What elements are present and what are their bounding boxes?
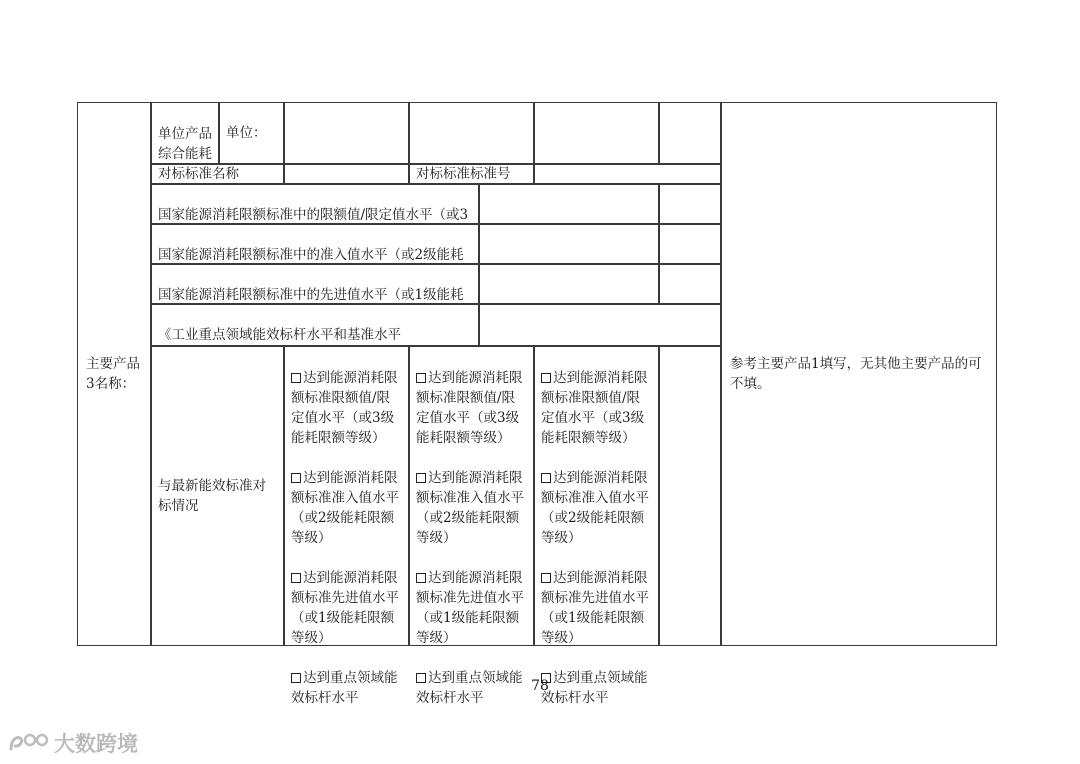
criteria-value-1[interactable] — [479, 184, 659, 224]
criteria-extra-1[interactable] — [659, 184, 721, 224]
benchmark-number-label: 对标标准标准号 — [416, 166, 511, 182]
row-label: 主要产品3名称： — [86, 356, 140, 392]
criteria-row-2 — [151, 224, 479, 264]
criteria-row-4 — [151, 304, 479, 346]
unit-label: 单位产品综合能耗 — [158, 126, 212, 162]
comparison-extra[interactable] — [659, 346, 721, 646]
criteria-row-1 — [151, 184, 479, 224]
criteria-label: 国家能源消耗限额标准中的先进值水平（或1级能耗 — [158, 287, 464, 303]
option-item[interactable]: 达到能源消耗限额标准限额值/限定值水平（或3级能耗限额等级） — [416, 370, 523, 446]
option-item[interactable]: 达到能源消耗限额标准先进值水平（或1级能耗限额等级） — [541, 570, 649, 646]
criteria-value-4[interactable] — [479, 304, 721, 346]
unit-value-3[interactable] — [534, 102, 659, 164]
watermark-logo-icon — [8, 731, 50, 755]
option-item[interactable]: 达到重点领域能效标杆水平 — [291, 670, 398, 706]
unit-value-1[interactable] — [284, 102, 409, 164]
checkbox[interactable] — [416, 373, 426, 383]
comparison-label: 与最新能效标准对标情况 — [158, 478, 266, 514]
criteria-value-2[interactable] — [479, 224, 659, 264]
unit-label-cell — [151, 102, 219, 164]
benchmark-name-label-cell — [151, 164, 284, 184]
page-number: 78 — [531, 678, 549, 694]
option-item[interactable]: 达到能源消耗限额标准准入值水平（或2级能耗限额等级） — [416, 470, 524, 546]
checkbox[interactable] — [416, 473, 426, 483]
watermark — [8, 728, 138, 758]
checkbox[interactable] — [291, 573, 301, 583]
unit-text: 单位： — [226, 125, 267, 141]
comparison-options-col-2 — [409, 346, 534, 706]
watermark-text: 大数跨境 — [54, 732, 138, 756]
row-label-cell — [77, 102, 151, 646]
unit-value-2[interactable] — [409, 102, 534, 164]
benchmark-name-label: 对标标准名称 — [158, 166, 239, 182]
option-item[interactable]: 达到重点领域能效标杆水平 — [416, 670, 523, 706]
criteria-label: 《工业重点领域能效标杆水平和基准水平 — [158, 327, 401, 343]
option-item[interactable]: 达到重点领域能效标杆水平 — [541, 670, 648, 706]
option-item[interactable]: 达到能源消耗限额标准限额值/限定值水平（或3级能耗限额等级） — [541, 370, 648, 446]
unit-value-4[interactable] — [659, 102, 721, 164]
note-text: 参考主要产品1填写，无其他主要产品的可不填。 — [730, 356, 982, 392]
comparison-label-cell — [151, 346, 284, 646]
checkbox[interactable] — [291, 473, 301, 483]
option-item[interactable]: 达到能源消耗限额标准先进值水平（或1级能耗限额等级） — [416, 570, 524, 646]
benchmark-number-value[interactable] — [534, 164, 721, 184]
criteria-extra-3[interactable] — [659, 264, 721, 304]
note-cell — [721, 102, 997, 646]
comparison-options-col-1 — [284, 346, 409, 706]
option-item[interactable]: 达到能源消耗限额标准准入值水平（或2级能耗限额等级） — [541, 470, 649, 546]
criteria-extra-2[interactable] — [659, 224, 721, 264]
checkbox[interactable] — [291, 373, 301, 383]
checkbox[interactable] — [541, 573, 551, 583]
unit-text-cell — [219, 102, 284, 164]
criteria-row-3 — [151, 264, 479, 304]
criteria-value-3[interactable] — [479, 264, 659, 304]
checkbox[interactable] — [541, 373, 551, 383]
option-item[interactable]: 达到能源消耗限额标准限额值/限定值水平（或3级能耗限额等级） — [291, 370, 398, 446]
criteria-label: 国家能源消耗限额标准中的限额值/限定值水平（或3 — [158, 207, 469, 223]
benchmark-name-value[interactable] — [284, 164, 409, 184]
option-item[interactable]: 达到能源消耗限额标准准入值水平（或2级能耗限额等级） — [291, 470, 399, 546]
checkbox[interactable] — [416, 573, 426, 583]
option-item[interactable]: 达到能源消耗限额标准先进值水平（或1级能耗限额等级） — [291, 570, 399, 646]
benchmark-number-label-cell — [409, 164, 534, 184]
criteria-label: 国家能源消耗限额标准中的准入值水平（或2级能耗 — [158, 247, 464, 263]
checkbox[interactable] — [541, 473, 551, 483]
